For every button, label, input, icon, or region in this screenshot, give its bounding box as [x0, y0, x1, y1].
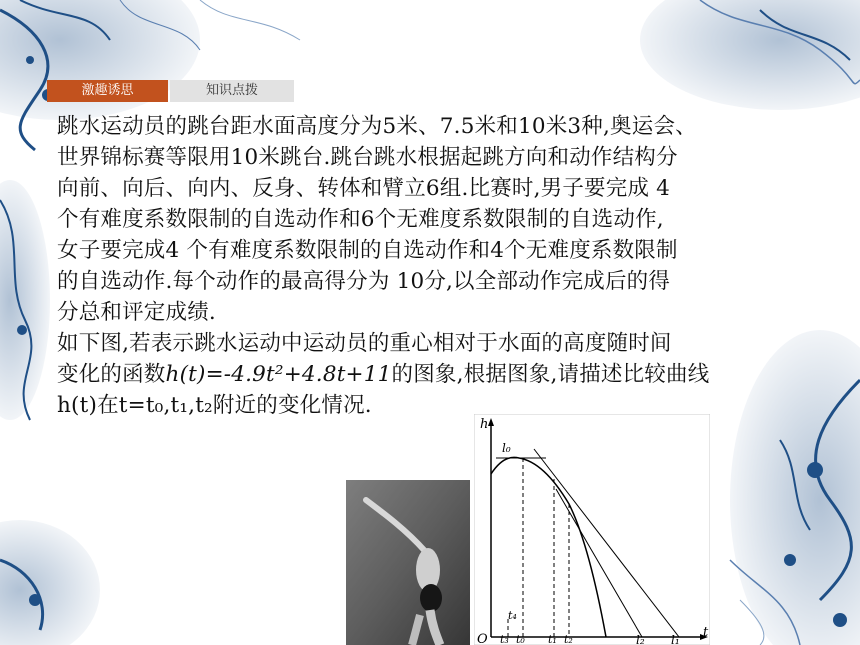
x-axis-label: t	[703, 625, 709, 640]
tab-knowledge-points[interactable]: 知识点拨	[170, 80, 294, 102]
paragraph-line: 分总和评定成绩.	[57, 300, 216, 325]
paragraph-line: 向前、向后、向内、反身、转体和臂立6组.比赛时,男子要完成 4	[57, 176, 671, 201]
function-formula: h(t)=-4.9t²+4.8t+11	[165, 362, 392, 387]
tab-motivation[interactable]: 激趣诱思	[47, 80, 168, 102]
question-line	[57, 359, 807, 390]
tick-label-t2: t₂	[564, 633, 573, 645]
question-text: 的图象,根据图象,请描述比较曲线	[391, 362, 710, 387]
tick-label-t0: t₀	[516, 633, 525, 645]
section-tabs	[47, 80, 294, 102]
question-line: h(t)在t=t₀,t₁,t₂附近的变化情况.	[57, 393, 372, 418]
lesson-text	[57, 111, 807, 421]
y-axis-label: h	[480, 417, 489, 432]
tick-label-t4: t₄	[508, 609, 517, 622]
tangent-label-l2: l₂	[636, 633, 645, 645]
tangent-label-l1: l₁	[671, 633, 680, 645]
tick-label-t3: t₃	[500, 633, 509, 645]
question-line: 如下图,若表示跳水运动中运动员的重心相对于水面的高度随时间	[57, 331, 672, 356]
paragraph-line: 个有难度系数限制的自选动作和6个无难度系数限制的自选动作,	[57, 207, 664, 232]
tangent-label-l0: l₀	[502, 441, 511, 455]
tick-label-t1: t₁	[548, 633, 557, 645]
diver-photo	[346, 480, 470, 645]
function-graph	[474, 414, 710, 645]
origin-label: O	[477, 632, 488, 645]
paragraph-line: 世界锦标赛等限用10米跳台.跳台跳水根据起跳方向和动作结构分	[57, 145, 678, 170]
question-text: 变化的函数	[57, 362, 166, 387]
paragraph-line: 女子要完成4 个有难度系数限制的自选动作和4个无难度系数限制	[57, 238, 678, 263]
paragraph-line: 跳水运动员的跳台距水面高度分为5米、7.5米和10米3种,奥运会、	[57, 114, 697, 139]
paragraph-line: 的自选动作.每个动作的最高得分为 10分,以全部动作完成后的得	[57, 269, 671, 294]
